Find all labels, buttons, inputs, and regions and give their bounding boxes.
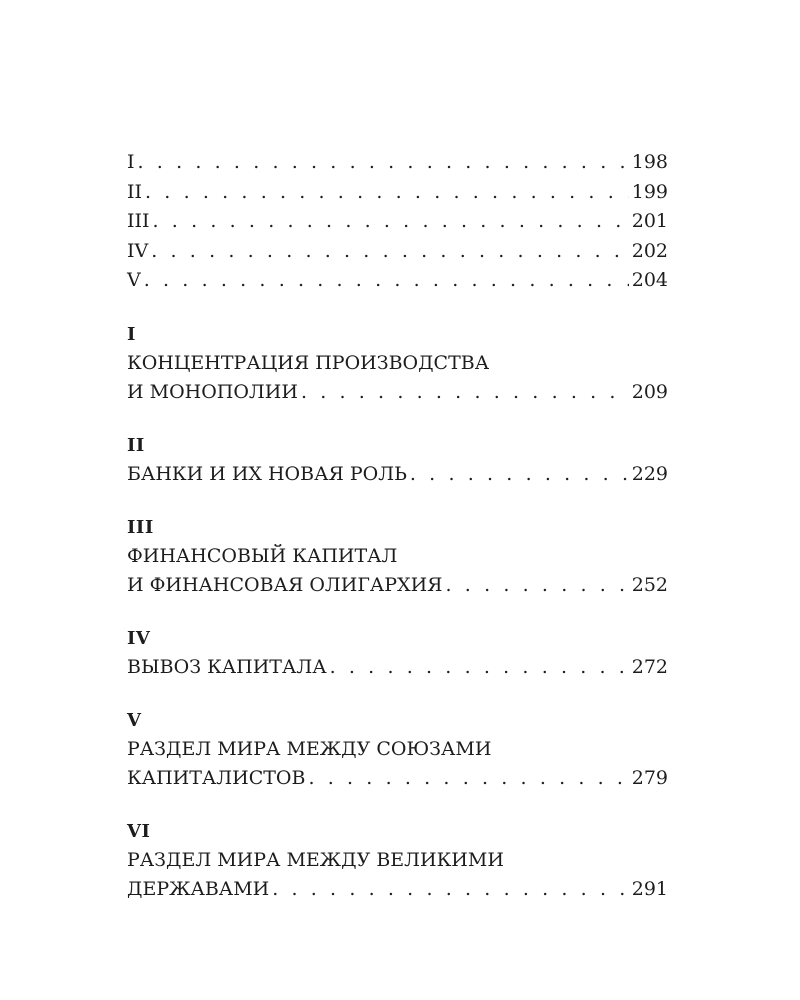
toc-entry[interactable]: [127, 237, 668, 267]
page-number: 272: [631, 655, 668, 678]
dot-leader: [151, 237, 629, 267]
dot-leader: [301, 378, 629, 407]
chapter-title-line: РАЗДЕЛ МИРА МЕЖДУ ВЕЛИКИМИ: [127, 848, 504, 871]
chapter-entry[interactable]: [127, 625, 668, 682]
chapter-entry[interactable]: [127, 818, 668, 904]
dot-leader: [410, 460, 629, 489]
chapter-title-last-line: [127, 875, 668, 904]
chapter-number: IV: [127, 627, 151, 649]
dot-leader: [272, 875, 629, 904]
dot-leader: [330, 653, 629, 682]
entry-label: V: [127, 269, 141, 292]
dot-leader: [153, 207, 629, 237]
chapter-title-last-line: [127, 460, 668, 489]
intro-entries: [127, 148, 668, 296]
page-number: 291: [631, 877, 668, 900]
chapter-title-last-line: [127, 378, 668, 407]
page-number: 209: [631, 380, 668, 403]
dot-leader: [446, 571, 629, 600]
toc-entry[interactable]: [127, 266, 668, 296]
page-number: 202: [631, 239, 668, 262]
chapter-number: II: [127, 434, 145, 456]
table-of-contents: [127, 148, 668, 904]
chapter-title: КАПИТАЛИСТОВ: [127, 766, 306, 789]
chapter-title-line: ФИНАНСОВЫЙ КАПИТАЛ: [127, 544, 398, 567]
page-number: 204: [631, 269, 668, 292]
chapter-title-last-line: [127, 764, 668, 793]
entry-label: IV: [127, 239, 149, 262]
entry-label: I: [127, 151, 135, 173]
chapter-title: И МОНОПОЛИИ: [127, 380, 298, 403]
chapter-number: III: [127, 516, 154, 538]
chapter-entry[interactable]: [127, 514, 668, 600]
chapter-title-last-line: [127, 653, 668, 682]
dot-leader: [138, 148, 629, 178]
entry-label: III: [127, 210, 150, 233]
chapter-title: И ФИНАНСОВАЯ ОЛИГАРХИЯ: [127, 573, 443, 596]
chapter-entry[interactable]: [127, 707, 668, 793]
dot-leader: [145, 178, 629, 208]
page-number: 199: [631, 180, 668, 203]
chapter-title-last-line: [127, 571, 668, 600]
chapter-title-line: КОНЦЕНТРАЦИЯ ПРОИЗВОДСТВА: [127, 351, 490, 374]
page-number: 201: [631, 210, 668, 233]
page-number: 198: [631, 151, 668, 173]
page-number: 252: [631, 573, 668, 596]
chapter-title-line: РАЗДЕЛ МИРА МЕЖДУ СОЮЗАМИ: [127, 737, 492, 760]
toc-entry[interactable]: [127, 148, 668, 178]
chapter-title: ДЕРЖАВАМИ: [127, 877, 270, 900]
chapter-title: БАНКИ И ИХ НОВАЯ РОЛЬ: [127, 462, 407, 485]
chapter-entry[interactable]: [127, 321, 668, 407]
chapter-number: VI: [127, 820, 151, 842]
chapter-number: V: [127, 709, 142, 731]
toc-entry[interactable]: [127, 178, 668, 208]
dot-leader: [308, 764, 628, 793]
toc-entry[interactable]: [127, 207, 668, 237]
chapter-entry[interactable]: [127, 432, 668, 489]
entry-label: II: [127, 180, 143, 203]
dot-leader: [144, 266, 629, 296]
chapter-number: I: [127, 323, 136, 345]
page-number: 229: [631, 462, 668, 485]
chapter-title: ВЫВОЗ КАПИТАЛА: [127, 655, 327, 678]
page-number: 279: [631, 766, 668, 789]
